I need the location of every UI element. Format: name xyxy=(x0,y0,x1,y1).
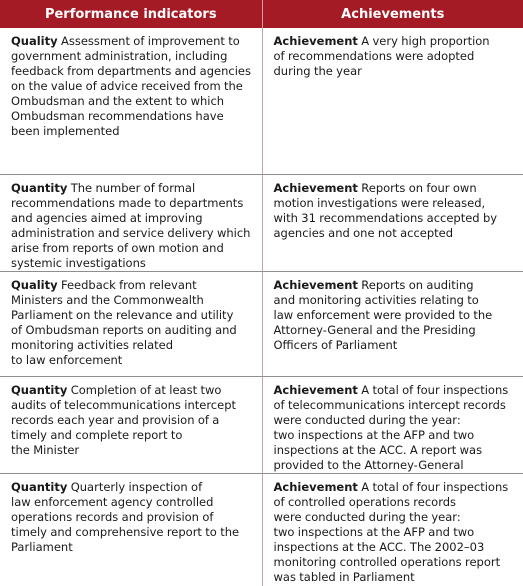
achievement-line: two inspections at the AFP and two xyxy=(273,427,475,442)
indicator-line: the Minister xyxy=(11,442,80,457)
achievement-line: law enforcement were provided to the xyxy=(273,307,493,322)
achievement-line-text: A total of four inspections xyxy=(357,479,509,494)
indicator-line: Parliament xyxy=(11,539,73,554)
indicator-line: been implemented xyxy=(11,124,120,138)
achievement-line: with 31 recommendations accepted by xyxy=(273,210,498,225)
indicator-label: Quality xyxy=(11,277,58,292)
indicator-line-first xyxy=(11,278,254,293)
achievement-line: during the year xyxy=(273,64,362,78)
header-performance-indicators: Performance indicators xyxy=(0,0,262,28)
header-row xyxy=(0,0,523,28)
header-achievements: Achievements xyxy=(262,0,523,28)
indicator-cell xyxy=(0,271,262,376)
table-row xyxy=(0,473,523,586)
indicator-line: operations records and provision of xyxy=(11,509,214,524)
indicator-cell xyxy=(0,473,262,586)
achievement-line-first xyxy=(274,480,516,495)
achievement-cell xyxy=(262,28,523,174)
indicator-line: recommendations made to departments xyxy=(11,195,244,210)
achievement-label: Achievement xyxy=(273,277,358,292)
indicator-cell xyxy=(0,174,262,271)
achievement-line: of controlled operations records xyxy=(273,494,457,509)
indicator-line: timely and comprehensive report to the xyxy=(11,524,240,539)
indicator-line-text: Feedback from relevant xyxy=(57,277,197,292)
indicator-line: records each year and provision of a xyxy=(11,412,220,427)
achievement-line: provided to the Attorney-General xyxy=(273,457,464,472)
table-row xyxy=(0,174,523,271)
indicator-line: audits of telecommunications intercept xyxy=(11,397,237,412)
indicator-line-first xyxy=(11,34,254,49)
achievement-line: inspections at the ACC. The 2002–03 xyxy=(273,539,485,554)
achievement-label: Achievement xyxy=(273,34,358,48)
indicator-label: Quality xyxy=(11,34,58,48)
indicator-line-first xyxy=(11,383,254,398)
achievement-label: Achievement xyxy=(273,479,358,494)
achievement-line: Attorney-General and the Presiding xyxy=(273,322,476,337)
achievement-line-text: Reports on auditing xyxy=(357,277,474,292)
achievement-line: agencies and one not accepted xyxy=(273,225,454,240)
indicator-line: systemic investigations xyxy=(11,255,146,270)
achievement-line-first xyxy=(274,278,516,293)
achievement-line: was tabled in Parliament xyxy=(273,569,415,584)
indicator-line: to law enforcement xyxy=(11,352,123,367)
achievement-line: monitoring controlled operations report xyxy=(273,554,501,569)
achievement-cell xyxy=(262,174,523,271)
achievement-line-first xyxy=(274,181,516,196)
indicator-line: arise from reports of own motion and xyxy=(11,240,224,255)
achievement-cell xyxy=(262,271,523,376)
achievement-line-first xyxy=(274,383,516,398)
achievement-line: motion investigations were released, xyxy=(273,195,486,210)
achievement-cell xyxy=(262,376,523,473)
indicator-line: government administration, including xyxy=(11,49,228,63)
achievement-line: of telecommunications intercept records xyxy=(273,397,506,412)
indicator-cell xyxy=(0,28,262,174)
table-row xyxy=(0,28,523,174)
achievement-line-first xyxy=(274,34,516,49)
table-row xyxy=(0,376,523,473)
achievement-line: Officers of Parliament xyxy=(273,337,398,352)
indicator-line: law enforcement agency controlled xyxy=(11,494,214,509)
indicator-line-first xyxy=(11,480,254,495)
table-row xyxy=(0,271,523,376)
indicator-line: Ombudsman recommendations have xyxy=(11,109,224,123)
achievement-line: inspections at the ACC. A report was xyxy=(273,442,483,457)
indicator-line-text: Quarterly inspection of xyxy=(67,479,203,494)
achievement-label: Achievement xyxy=(273,180,358,195)
indicator-label: Quantity xyxy=(11,382,68,397)
achievement-line-text: A very high proportion xyxy=(357,34,490,48)
achievement-line: were conducted during the year: xyxy=(273,412,461,427)
indicator-line: of Ombudsman reports on auditing and xyxy=(11,322,237,337)
indicator-label: Quantity xyxy=(11,180,68,195)
achievement-cell xyxy=(262,473,523,586)
indicator-line: administration and service delivery which xyxy=(11,225,251,240)
achievement-label: Achievement xyxy=(273,382,358,397)
indicator-line-first xyxy=(11,181,254,196)
indicator-line: and agencies aimed at improving xyxy=(11,210,203,225)
indicator-cell xyxy=(0,376,262,473)
indicator-label: Quantity xyxy=(11,479,68,494)
indicator-line: on the value of advice received from the xyxy=(11,79,243,93)
achievement-line: and monitoring activities relating to xyxy=(273,292,479,307)
indicator-line: Ombudsman and the extent to which xyxy=(11,94,225,108)
achievement-line-text: A total of four inspections xyxy=(357,382,509,397)
indicator-line-text: Completion of at least two xyxy=(67,382,222,397)
achievement-line: were conducted during the year: xyxy=(273,509,461,524)
indicator-line: Ministers and the Commonwealth xyxy=(11,292,204,307)
indicator-line: timely and complete report to xyxy=(11,427,183,442)
indicator-line-text: Assessment of improvement to xyxy=(57,34,240,48)
indicator-line-text: The number of formal xyxy=(67,180,196,195)
achievement-line: of recommendations were adopted xyxy=(273,49,475,63)
achievement-line: two inspections at the AFP and two xyxy=(273,524,475,539)
achievement-line-text: Reports on four own xyxy=(357,180,477,195)
indicator-line: Parliament on the relevance and utility xyxy=(11,307,234,322)
indicator-line: monitoring activities related xyxy=(11,337,174,352)
indicator-line: feedback from departments and agencies xyxy=(11,64,251,78)
